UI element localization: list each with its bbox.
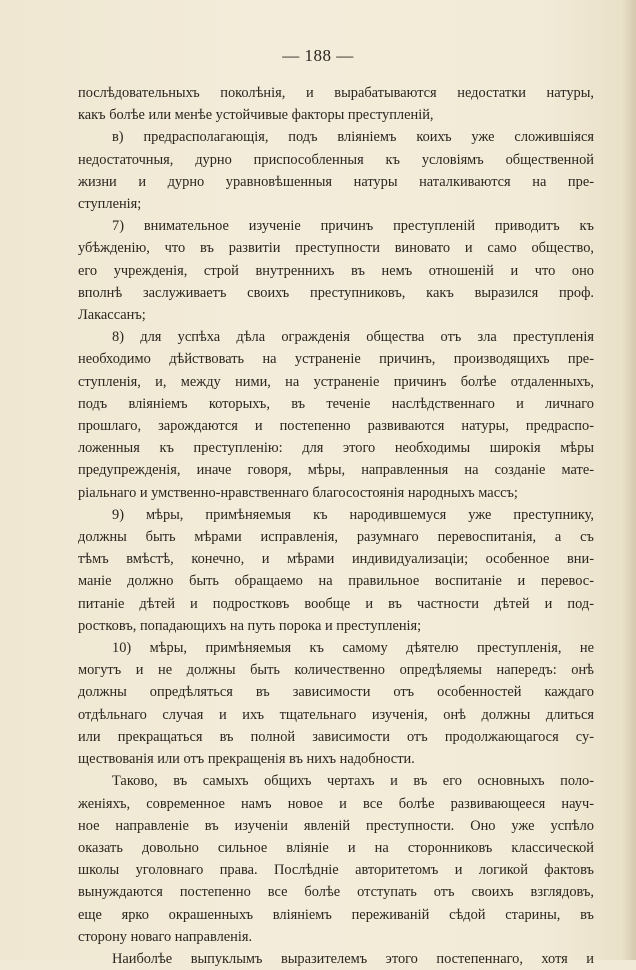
text-line: недостаточныя, дурно приспособленныя къ условіямъ общественной [78,151,594,168]
text-line: питаніе дѣтей и подростковъ вообще и въ частности дѣтей и под- [78,595,594,612]
text-line: вполнѣ заслуживаетъ своихъ преступниковъ, какъ выразился проф. [78,284,594,301]
text-line: какъ болѣе или менѣе устойчивые факторы преступленій, [78,107,434,124]
text-line: ростковъ, попадающихъ на путь порока и преступленія; [78,617,422,634]
text-line: сторону новаго направленія. [78,928,253,945]
text-line: подъ вліяніемъ которыхъ, въ теченіе наслѣдственнаго и личнаго [78,395,594,412]
text-line: Наиболѣе выпуклымъ выразителемъ этого постепеннаго, хотя и [112,950,594,967]
text-line: еще ярко окрашенныхъ вліяніемъ переживаній сѣдой старины, въ [78,906,594,923]
page-number: — 188 — [282,46,354,65]
text-line: должны быть мѣрами исправленія, разумнаго перевоспитанія, а съ [78,529,594,546]
text-line: вынуждаются постепенно все болѣе отступать отъ своихъ взглядовъ, [78,884,594,901]
text-line: ное направленіе въ изученіи явленій преступности. Оно уже успѣло [78,817,594,834]
text-line: школы уголовнаго права. Послѣдніе авторитетомъ и логикой фактовъ [78,862,594,879]
text-line: женіяхъ, современное намъ новое и все болѣе развивающееся науч- [78,795,594,812]
text-line: или прекращаться въ полной зависимости отъ продолжающагося су- [78,728,594,745]
text-line: маніе должно быть обращаемо на правильное воспитаніе и перевос- [78,573,594,590]
text-line: в) предрасполагающія, подъ вліяніемъ коихъ уже сложившіяся [112,129,594,146]
text-line: 7) внимательное изученіе причинъ преступленій приводитъ къ [112,218,594,235]
text-line: 8) для успѣха дѣла огражденія общества отъ зла преступленія [112,329,594,346]
binding-shadow [622,0,636,960]
text-line: Таково, въ самыхъ общихъ чертахъ и въ его основныхъ поло- [112,773,594,790]
text-line: жизни и дурно уравновѣшенныя натуры наталкиваются на пре- [78,173,594,190]
text-line: ріальнаго и умственно-нравственнаго благосостоянія народныхъ массъ; [78,484,518,501]
text-line: Лакассанъ; [78,307,146,324]
text-line: могутъ и не должны быть количественно опредѣляемы напередъ: онѣ [78,662,594,679]
text-line: ступленія, и, между ними, на устраненіе причинъ болѣе отдаленныхъ, [78,373,594,390]
text-line: прошлаго, зарождаются и постепенно развиваются натуры, предраспо- [78,418,594,435]
text-line: отдѣльнаго случая и ихъ тщательнаго изученія, онѣ должны длиться [78,706,594,723]
text-line: ществованія или отъ прекращенія въ нихъ надобности. [78,751,415,768]
text-line: 9) мѣры, примѣняемыя къ народившемуся уже преступнику, [112,506,594,523]
text-line: тѣмъ вмѣстѣ, конечно, и мѣрами индивидуализаціи; особенное вни- [78,551,594,568]
text-line: послѣдовательныхъ поколѣнія, и вырабатываются недостатки натуры, [78,85,594,101]
text-line: 10) мѣры, примѣняемыя къ самому дѣятелю преступленія, не [112,640,594,657]
text-line: предупрежденія, иначе говоря, мѣры, направленныя на созданіе мате- [78,462,594,479]
body-text [78,82,594,970]
text-line: убѣжденію, что въ развитіи преступности виновато и само общество, [78,240,594,257]
text-line: ступленія; [78,196,142,213]
text-line: должны опредѣляться въ зависимости отъ особенностей каждаго [78,684,594,701]
text-line: необходимо дѣйствовать на устраненіе причинъ, производящихъ пре- [78,351,594,368]
text-line: оказать довольно сильное вліяніе и на сторонниковъ классической [78,839,594,856]
text-line: ложенныя къ преступленію: для этого необходимы широкія мѣры [78,440,594,457]
text-line: его учрежденія, строй внутреннихъ въ немъ отношеній и что оно [78,262,594,279]
